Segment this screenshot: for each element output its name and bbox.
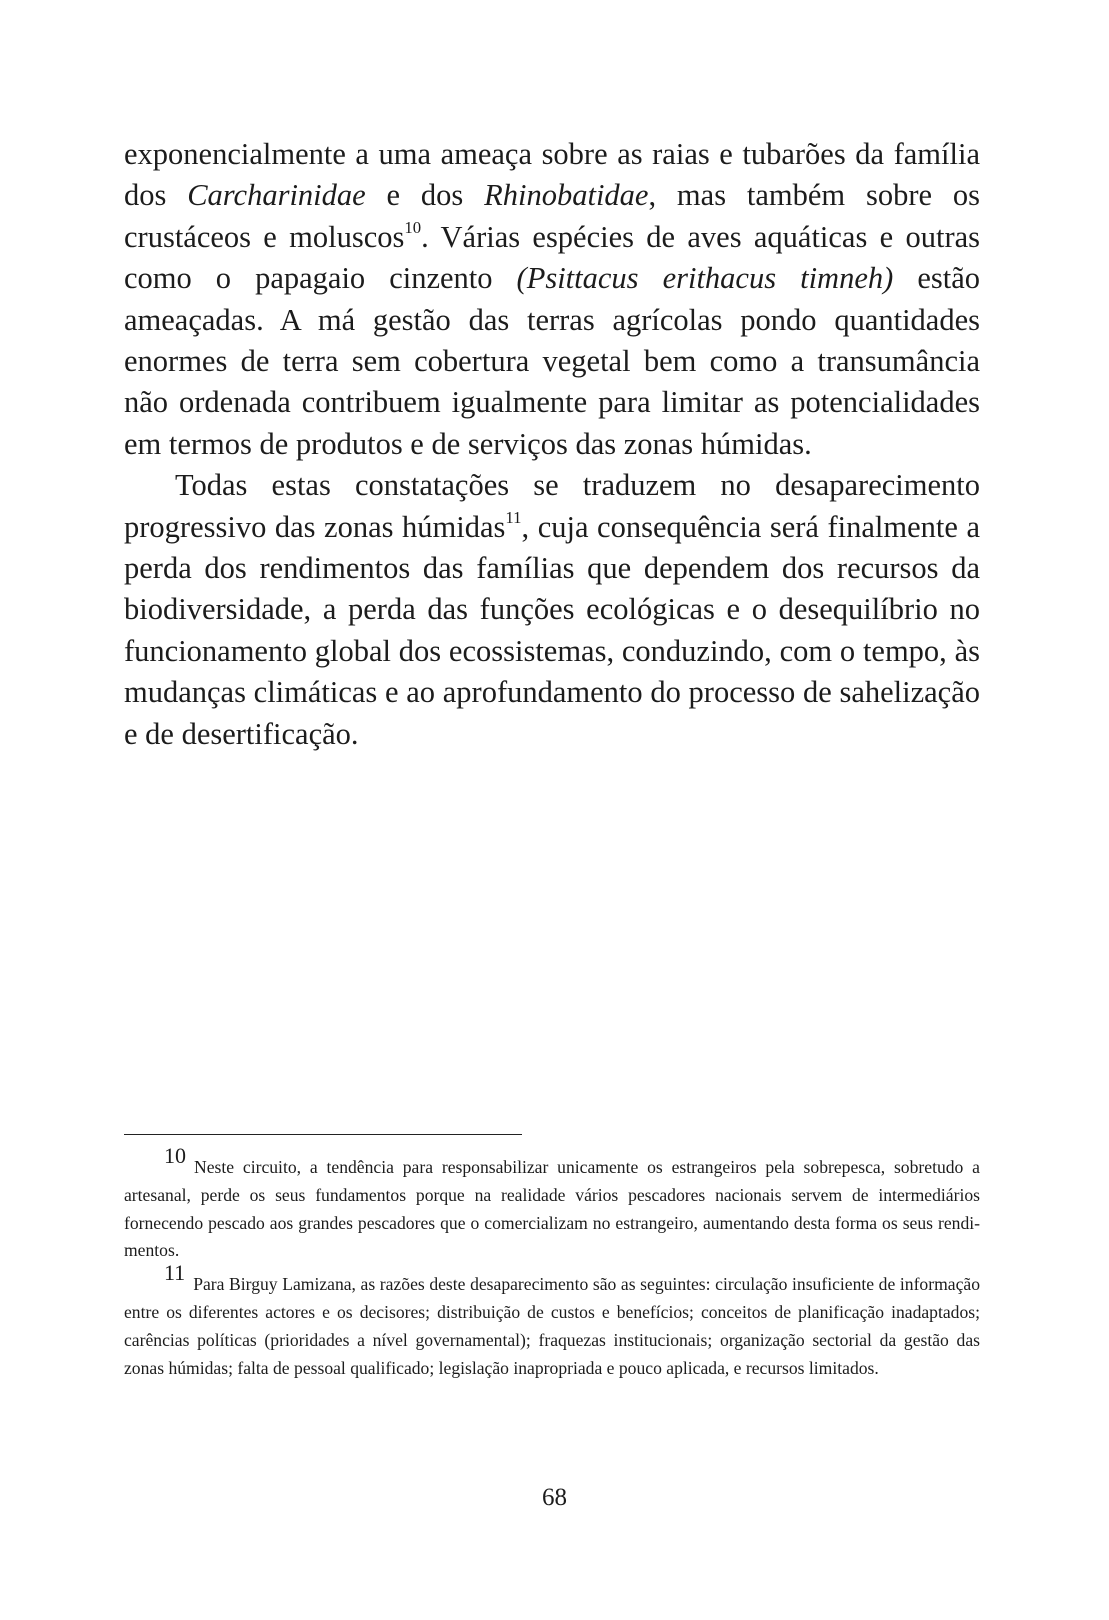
- footnote-11: [124, 1260, 980, 1382]
- footnote-number: 10: [164, 1143, 186, 1169]
- main-text: [124, 134, 980, 755]
- footnote-text: Neste circuito, a tendência para responsabilizar unicamente os estrangeiros pela sobrepesca, sobretudo a artesanal, perde os seus fundamentos porque na realidade vários pescadores nacionais servem de intermediários fornecendo pescado aos grandes pescadores que o comercializam no estrangeiro, aumentando desta forma os seus rendimentos.: [124, 1157, 980, 1261]
- text-span: , cuja consequência será finalmente a perda dos rendimentos das famílias que dependem dos recursos da biodiversidade, a perda das funções ecológicas e o desequilíbrio no funcionamento global dos ecossistemas, conduzindo, com o tempo, às mudanças climáticas e ao aprofundamento do processo de sahelização e de desertificação.: [124, 509, 980, 751]
- footnotes: [124, 1143, 980, 1382]
- paragraph-2: [124, 465, 980, 755]
- footnote-ref-11[interactable]: 11: [505, 507, 522, 527]
- footnote-number: 11: [164, 1260, 186, 1286]
- paragraph-1: [124, 134, 980, 465]
- text-span: Todas estas constatações se traduzem no desaparecimento progressivo das zonas húmidas: [124, 468, 980, 544]
- footnote-divider: [124, 1134, 522, 1135]
- footnote-ref-10[interactable]: 10: [404, 218, 422, 238]
- footnote-text: Para Birguy Lamizana, as razões deste desaparecimento são as seguintes: circulação insuficiente de informação entre os diferentes actores e os decisores; distribuição de custos e benefícios; conceitos de planificação inadaptados; carências políticas (prioridades a nível governamental); fraquezas institucionais; organização sectorial da gestão das zonas húmidas; falta de pessoal qualificado; legislação inapropriada e pouco aplicada, e recursos limitados.: [124, 1274, 980, 1378]
- taxon-rhinobatidae: Rhinobatidae: [484, 178, 649, 213]
- text-span: e dos: [365, 178, 485, 213]
- taxon-psittacus: (Psittacus erithacus timneh): [516, 261, 894, 296]
- text-span: estão ameaçadas. A má gestão das terras agrícolas pondo quantidades enormes de terra sem cobertura vegetal bem como a transumância não ordenada contribuem igualmente para limitar as potencialidades em termos de produtos e de serviços das zonas húmidas.: [124, 261, 980, 461]
- text-span: , mas também sobre os crustáceos e moluscos: [124, 178, 980, 254]
- footnote-10: [124, 1143, 980, 1265]
- taxon-carcharinidae: Carcharinidae: [187, 178, 366, 213]
- text-span: . Várias espécies de aves aquáticas e outras como o papagaio cinzento: [124, 219, 981, 296]
- page-number: 68: [542, 1484, 567, 1511]
- text-span: exponencialmente a uma ameaça sobre as raias e tubarões da família dos: [124, 137, 980, 213]
